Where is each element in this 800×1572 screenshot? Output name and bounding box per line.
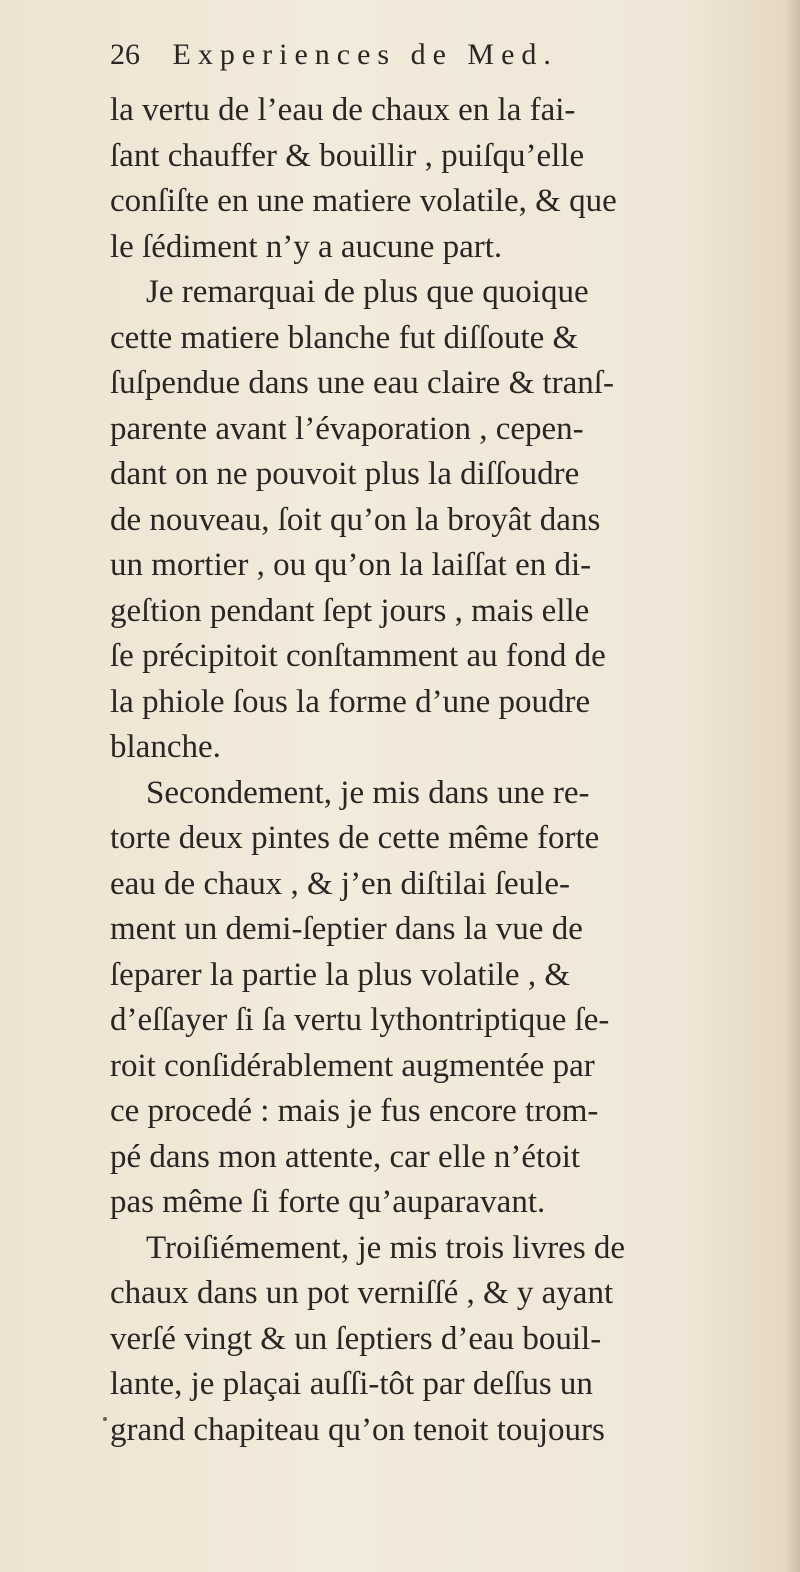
text-line: dant on ne pouvoit plus la diſſoudre <box>110 456 580 492</box>
page-number: 26 <box>110 38 140 71</box>
text-line: la phiole ſous la forme d’une poudre <box>110 683 591 720</box>
running-title: Experiences de Med. <box>172 38 558 71</box>
text-line: ment un demi-ſeptier dans la vue de <box>110 911 583 947</box>
text-line: ce procedé : mais je fus encore trom- <box>110 1093 599 1129</box>
text-line: verſé vingt & un ſeptiers d’eau bouil- <box>110 1320 602 1357</box>
text-line: pas même ſi forte qu’auparavant. <box>110 1184 546 1220</box>
text-line: parente avant l’évaporation , cepen- <box>110 410 584 447</box>
text-line: chaux dans un pot verniſſé , & y ayant <box>110 1275 614 1311</box>
text-line: Je remarquai de plus que quoique <box>146 274 589 310</box>
text-line: eau de chaux , & j’en diſtilai ſeule- <box>110 865 570 902</box>
running-header <box>110 38 790 84</box>
text-line: blanche. <box>110 729 221 765</box>
text-line: un mortier , ou qu’on la laiſſat en di- <box>110 547 592 583</box>
text-line: ſe précipitoit conſtamment au fond de <box>110 638 606 674</box>
text-line: de nouveau, ſoit qu’on la broyât dans <box>110 501 601 538</box>
text-line: roit conſidérablement augmentée par <box>110 1047 595 1084</box>
text-line: Troiſiémement, je mis trois livres de <box>146 1229 626 1266</box>
text-line: le ſédiment n’y a aucune part. <box>110 228 503 265</box>
text-line: conſiſte en une matiere volatile, & que <box>110 183 617 219</box>
text-line: cette matiere blanche fut diſſoute & <box>110 319 579 356</box>
text-line: la vertu de l’eau de chaux en la fai- <box>110 92 576 128</box>
text-line: grand chapiteau qu’on tenoit toujours <box>110 1411 605 1448</box>
text-line: Secondement, je mis dans une re- <box>146 774 590 811</box>
text-line: geſtion pendant ſept jours , mais elle <box>110 592 590 629</box>
text-line: ſuſpendue dans une eau claire & tranſ- <box>110 365 614 401</box>
text-line: ſeparer la partie la plus volatile , & <box>110 956 570 993</box>
text-line: torte deux pintes de cette même forte <box>110 820 600 856</box>
text-line: lante, je plaçai auſſi-tôt par deſſus un <box>110 1366 593 1402</box>
text-line: pé dans mon attente, car elle n’étoit <box>110 1138 581 1175</box>
text-line: ſant chauffer & bouillir , puiſqu’elle <box>110 137 585 174</box>
body-text <box>110 88 790 1453</box>
text-line: d’eſſayer ſi ſa vertu lythontriptique ſe- <box>110 1002 610 1038</box>
ink-speck <box>103 1417 107 1421</box>
